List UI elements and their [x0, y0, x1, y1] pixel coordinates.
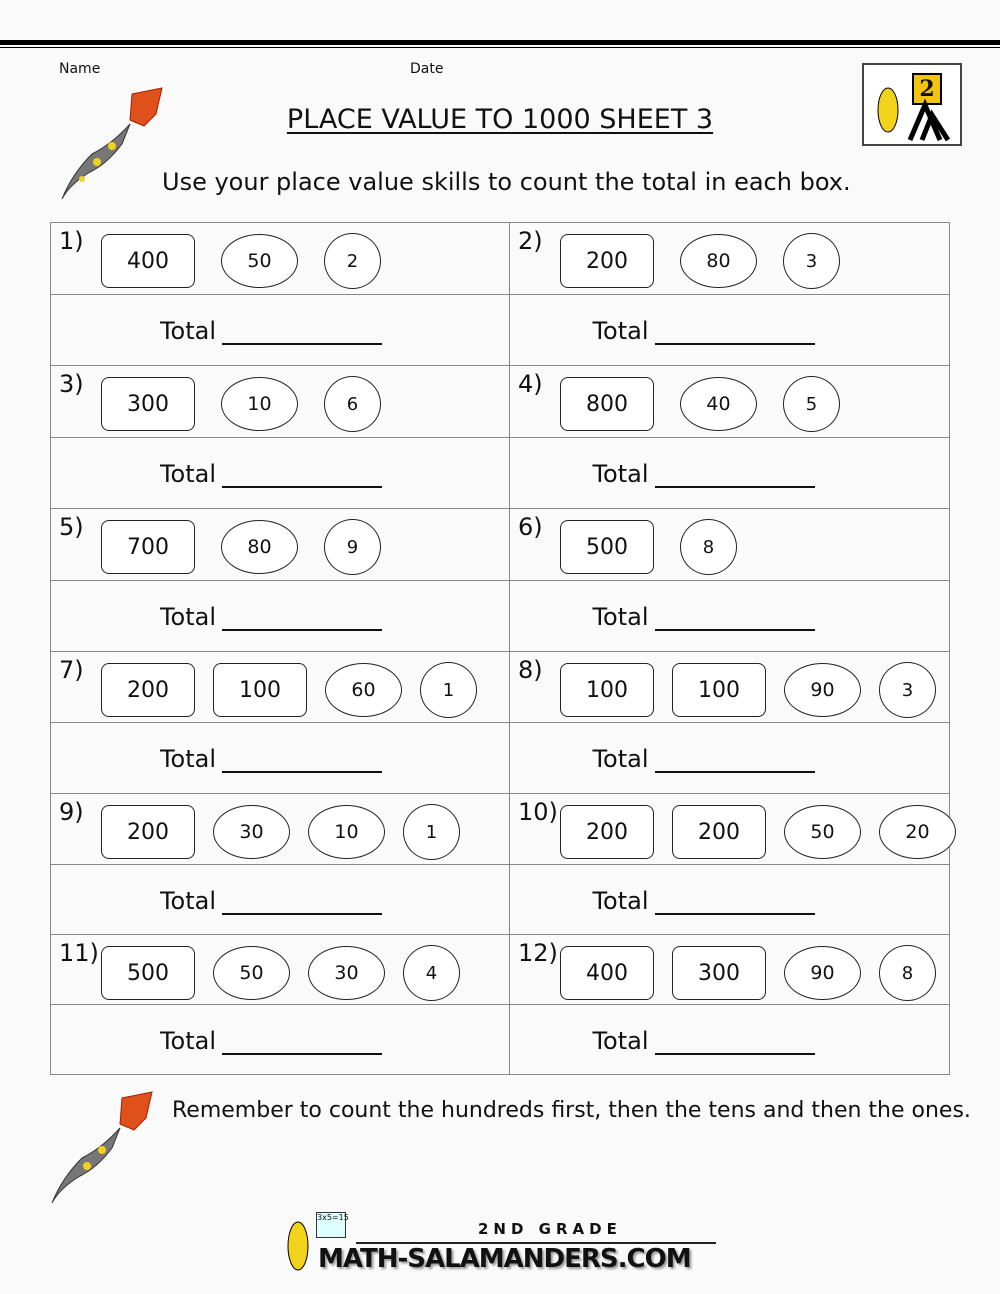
total-cell-3 — [51, 438, 510, 508]
tens-oval: 60 — [325, 663, 402, 717]
total-row — [51, 295, 949, 366]
salamander-teacher-icon — [278, 1216, 318, 1276]
problem-row — [51, 509, 949, 581]
tens-oval: 30 — [213, 805, 290, 859]
problem-number: 9) — [59, 798, 84, 826]
total-field — [33, 603, 509, 631]
total-cell-2 — [510, 295, 949, 365]
problem-row — [51, 223, 949, 295]
answer-blank[interactable] — [655, 603, 815, 631]
problem-number: 11) — [59, 939, 99, 967]
total-cell-6 — [510, 581, 949, 651]
total-label: Total — [159, 460, 217, 488]
grade-text: 2ND GRADE — [478, 1220, 622, 1238]
ones-circle: 3 — [783, 233, 840, 289]
ones-circle: 1 — [420, 662, 477, 718]
place-value-items — [101, 233, 381, 289]
date-label: Date — [410, 61, 444, 77]
total-cell-12 — [510, 1005, 949, 1074]
tens-oval: 10 — [308, 805, 385, 859]
total-field — [33, 460, 509, 488]
problem-number: 4) — [517, 370, 543, 398]
place-value-items — [560, 519, 737, 575]
total-row — [51, 723, 949, 794]
hundreds-block: 700 — [101, 520, 195, 574]
hundreds-block: 200 — [560, 805, 654, 859]
tens-oval: 20 — [879, 805, 956, 859]
total-row — [51, 581, 949, 652]
hundreds-block: 500 — [101, 946, 195, 1000]
page-title: PLACE VALUE TO 1000 SHEET 3 — [286, 104, 714, 135]
total-field — [458, 745, 949, 773]
place-value-items — [101, 662, 477, 718]
problem-12 — [510, 935, 949, 1004]
site-name: MATH-SALAMANDERS.COM — [318, 1244, 691, 1274]
total-label: Total — [159, 1027, 217, 1055]
tens-oval: 40 — [680, 377, 757, 431]
place-value-items — [560, 376, 840, 432]
total-field — [33, 745, 509, 773]
answer-blank[interactable] — [655, 1027, 815, 1055]
ones-circle: 3 — [879, 662, 936, 718]
total-cell-8 — [510, 723, 949, 793]
total-label: Total — [592, 317, 649, 345]
total-cell-11 — [51, 1005, 510, 1074]
total-row — [51, 1005, 949, 1075]
problem-number: 3) — [59, 370, 84, 398]
name-label: Name — [59, 61, 101, 77]
place-value-items — [101, 804, 460, 860]
ones-circle: 5 — [783, 376, 840, 432]
problem-4 — [510, 366, 949, 437]
total-field — [458, 887, 949, 915]
problem-row — [51, 366, 949, 438]
board-text: 3x5=15 — [316, 1212, 346, 1238]
tens-oval: 80 — [221, 520, 298, 574]
tens-oval: 90 — [784, 946, 861, 1000]
ones-circle: 6 — [324, 376, 381, 432]
total-field — [458, 603, 949, 631]
total-field — [458, 317, 949, 345]
answer-blank[interactable] — [655, 317, 815, 345]
total-label: Total — [159, 317, 217, 345]
total-cell-4 — [510, 438, 949, 508]
place-value-items — [560, 945, 936, 1001]
problem-11 — [51, 935, 510, 1004]
reminder-text: Remember to count the hundreds first, then the tens and then the ones. — [172, 1098, 971, 1123]
hundreds-block: 300 — [101, 377, 195, 431]
problem-3 — [51, 366, 510, 437]
place-value-items — [560, 804, 956, 860]
problem-number: 10) — [517, 798, 558, 826]
place-value-items — [560, 662, 936, 718]
total-field — [33, 317, 509, 345]
hundreds-block: 400 — [101, 234, 195, 288]
answer-blank[interactable] — [222, 603, 382, 631]
answer-blank[interactable] — [655, 887, 815, 915]
total-field — [458, 1027, 949, 1055]
total-cell-7 — [51, 723, 510, 793]
grade-badge: 2 — [912, 73, 942, 105]
total-label: Total — [159, 603, 217, 631]
total-label: Total — [592, 887, 649, 915]
hundreds-block: 800 — [560, 377, 654, 431]
tens-oval: 10 — [221, 377, 298, 431]
problem-10 — [510, 794, 949, 864]
hundreds-block: 100 — [560, 663, 654, 717]
instructions: Use your place value skills to count the total in each box. — [162, 168, 851, 196]
hundreds-block: 100 — [672, 663, 766, 717]
problem-number: 1) — [59, 227, 84, 255]
salamander-icon — [52, 84, 172, 204]
total-field — [458, 460, 949, 488]
top-rule-thin — [0, 47, 1000, 48]
answer-blank[interactable] — [222, 317, 382, 345]
total-label: Total — [159, 887, 217, 915]
ones-circle: 8 — [879, 945, 936, 1001]
problem-number: 8) — [517, 656, 543, 684]
hundreds-block: 200 — [672, 805, 766, 859]
problem-number: 2) — [517, 227, 543, 255]
tens-oval: 80 — [680, 234, 757, 288]
salamander-teacher-icon — [870, 75, 960, 145]
tens-oval: 50 — [784, 805, 861, 859]
hundreds-block: 400 — [560, 946, 654, 1000]
site-footer-logo — [278, 1210, 728, 1280]
salamander-icon — [42, 1088, 162, 1208]
problem-9 — [51, 794, 510, 864]
tens-oval: 30 — [308, 946, 385, 1000]
problem-1 — [51, 223, 510, 294]
grade-logo — [862, 63, 962, 146]
problem-8 — [510, 652, 949, 722]
hundreds-block: 500 — [560, 520, 654, 574]
total-cell-1 — [51, 295, 510, 365]
answer-blank[interactable] — [655, 745, 815, 773]
problem-number: 5) — [59, 513, 84, 541]
answer-blank[interactable] — [655, 460, 815, 488]
hundreds-block: 300 — [672, 946, 766, 1000]
problem-number: 12) — [517, 939, 558, 967]
total-label: Total — [592, 460, 649, 488]
problem-5 — [51, 509, 510, 580]
hundreds-block: 100 — [213, 663, 307, 717]
problem-row — [51, 794, 949, 865]
hundreds-block: 200 — [101, 663, 195, 717]
problem-grid — [50, 222, 950, 1075]
answer-blank[interactable] — [222, 460, 382, 488]
place-value-items — [560, 233, 840, 289]
problem-number: 7) — [59, 656, 84, 684]
total-row — [51, 865, 949, 935]
ones-circle: 9 — [324, 519, 381, 575]
problem-row — [51, 935, 949, 1005]
total-cell-10 — [510, 865, 949, 934]
answer-blank[interactable] — [222, 1027, 382, 1055]
hundreds-block: 200 — [560, 234, 654, 288]
ones-circle: 1 — [403, 804, 460, 860]
tens-oval: 90 — [784, 663, 861, 717]
problem-6 — [510, 509, 949, 580]
hundreds-block: 200 — [101, 805, 195, 859]
total-label: Total — [592, 603, 649, 631]
ones-circle: 2 — [324, 233, 381, 289]
problem-row — [51, 652, 949, 723]
total-field — [33, 1027, 509, 1055]
tens-oval: 50 — [213, 946, 290, 1000]
total-label: Total — [592, 1027, 649, 1055]
total-label: Total — [592, 745, 649, 773]
total-cell-9 — [51, 865, 510, 934]
answer-blank[interactable] — [222, 745, 382, 773]
place-value-items — [101, 376, 381, 432]
tens-oval: 50 — [221, 234, 298, 288]
top-rule — [0, 40, 1000, 45]
problem-2 — [510, 223, 949, 294]
answer-blank[interactable] — [222, 887, 382, 915]
total-cell-5 — [51, 581, 510, 651]
place-value-items — [101, 519, 381, 575]
problem-7 — [51, 652, 510, 722]
total-label: Total — [159, 745, 217, 773]
ones-circle: 8 — [680, 519, 737, 575]
problem-number: 6) — [517, 513, 543, 541]
total-field — [33, 887, 509, 915]
place-value-items — [101, 945, 460, 1001]
ones-circle: 4 — [403, 945, 460, 1001]
total-row — [51, 438, 949, 509]
